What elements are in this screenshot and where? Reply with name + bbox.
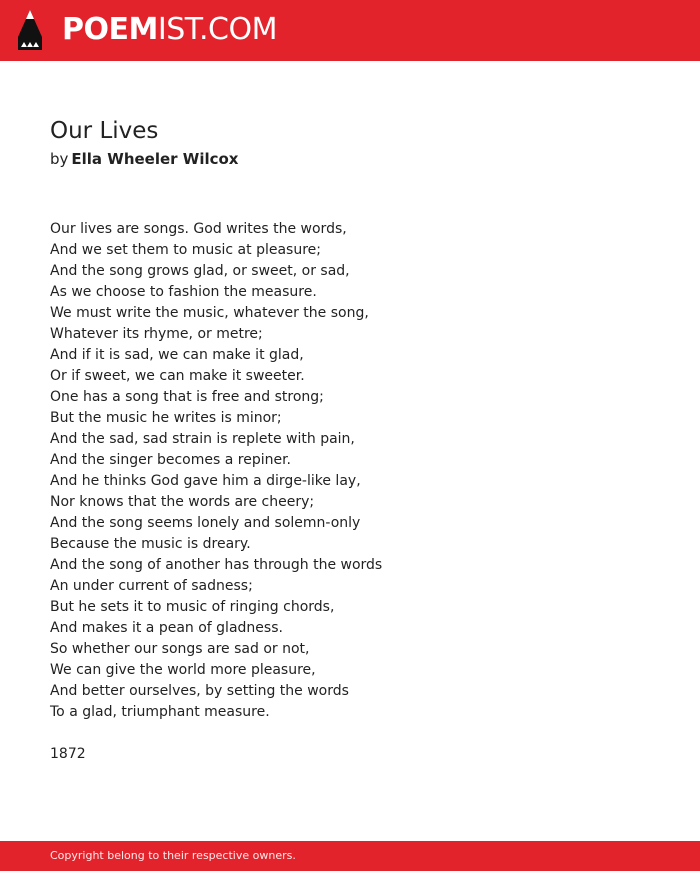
poem-line: But he sets it to music of ringing chords, <box>50 599 335 615</box>
poem-line: As we choose to fashion the measure. <box>50 284 317 300</box>
poem-line: And better ourselves, by setting the words <box>50 683 349 699</box>
poem-author: Ella Wheeler Wilcox <box>71 150 239 168</box>
pencil-icon <box>17 9 43 51</box>
poem-body <box>50 219 382 723</box>
poem-line: Whatever its rhyme, or metre; <box>50 326 263 342</box>
poem-line: And the song seems lonely and solemn-only <box>50 515 361 531</box>
footer-copyright: Copyright belong to their respective owners. <box>50 849 296 862</box>
poem-line: And if it is sad, we can make it glad, <box>50 347 304 363</box>
poem-line: And the sad, sad strain is replete with pain, <box>50 431 355 447</box>
byline-label: by <box>50 150 69 168</box>
poem-line: And makes it a pean of gladness. <box>50 620 283 636</box>
poem-line: To a glad, triumphant measure. <box>50 704 270 720</box>
poem-line: Nor knows that the words are cheery; <box>50 494 315 510</box>
site-logo[interactable] <box>62 12 277 48</box>
poem-line: We must write the music, whatever the song, <box>50 305 369 321</box>
poem-line: So whether our songs are sad or not, <box>50 641 310 657</box>
logo-brand-bold: POEM <box>62 12 158 47</box>
poem-line: We can give the world more pleasure, <box>50 662 316 678</box>
poem-line: One has a song that is free and strong; <box>50 389 324 405</box>
poem-title: Our Lives <box>50 118 159 144</box>
poem-line: Our lives are songs. God writes the words, <box>50 221 347 237</box>
poem-line: And we set them to music at pleasure; <box>50 242 321 258</box>
poem-line: An under current of sadness; <box>50 578 253 594</box>
poem-line: And the song grows glad, or sweet, or sad, <box>50 263 350 279</box>
poem-line: And the song of another has through the words <box>50 557 383 573</box>
poem-year: 1872 <box>50 746 86 762</box>
poem-line: And the singer becomes a repiner. <box>50 452 292 468</box>
poem-line: Because the music is dreary. <box>50 536 251 552</box>
poem-line: And he thinks God gave him a dirge-like lay, <box>50 473 361 489</box>
site-header <box>0 0 700 61</box>
poem-line: Or if sweet, we can make it sweeter. <box>50 368 305 384</box>
logo-brand-light: IST.COM <box>157 12 277 47</box>
poem-byline <box>50 149 239 169</box>
poem-line: But the music he writes is minor; <box>50 410 282 426</box>
site-footer <box>0 841 700 871</box>
